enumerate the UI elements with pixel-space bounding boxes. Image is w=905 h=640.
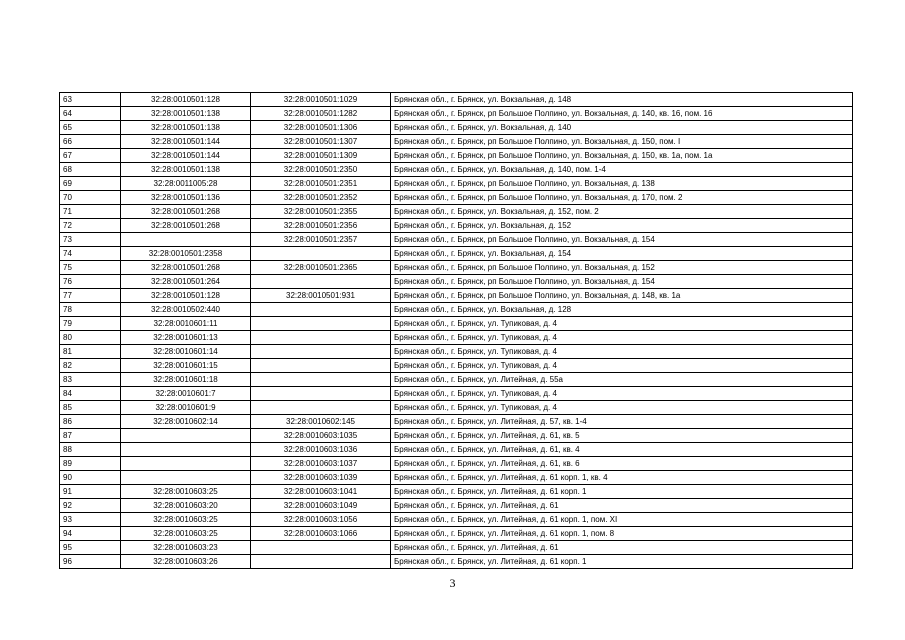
address-cell: Брянская обл., г. Брянск, ул. Вокзальная, д. 148 — [391, 93, 853, 107]
parcel-number-cell: 32:28:0010601:13 — [121, 331, 251, 345]
row-number-cell: 82 — [60, 359, 121, 373]
object-number-cell — [251, 317, 391, 331]
object-number-cell: 32:28:0010501:1029 — [251, 93, 391, 107]
table-row — [60, 191, 853, 205]
row-number-cell: 80 — [60, 331, 121, 345]
object-number-cell — [251, 541, 391, 555]
row-number-cell: 78 — [60, 303, 121, 317]
object-number-cell — [251, 359, 391, 373]
address-cell: Брянская обл., г. Брянск, ул. Тупиковая, д. 4 — [391, 387, 853, 401]
table-row — [60, 513, 853, 527]
row-number-cell: 84 — [60, 387, 121, 401]
object-number-cell — [251, 247, 391, 261]
table-row — [60, 331, 853, 345]
address-cell: Брянская обл., г. Брянск, ул. Литейная, д. 61, кв. 4 — [391, 443, 853, 457]
object-number-cell: 32:28:0010501:2365 — [251, 261, 391, 275]
row-number-cell: 69 — [60, 177, 121, 191]
object-number-cell — [251, 387, 391, 401]
object-number-cell — [251, 401, 391, 415]
address-cell: Брянская обл., г. Брянск, ул. Вокзальная, д. 140 — [391, 121, 853, 135]
object-number-cell — [251, 303, 391, 317]
table-row — [60, 205, 853, 219]
table-row — [60, 247, 853, 261]
parcel-number-cell: 32:28:0010601:7 — [121, 387, 251, 401]
row-number-cell: 87 — [60, 429, 121, 443]
table-row — [60, 149, 853, 163]
address-cell: Брянская обл., г. Брянск, ул. Тупиковая, д. 4 — [391, 401, 853, 415]
row-number-cell: 90 — [60, 471, 121, 485]
address-cell: Брянская обл., г. Брянск, ул. Вокзальная, д. 140, пом. 1-4 — [391, 163, 853, 177]
row-number-cell: 65 — [60, 121, 121, 135]
table-row — [60, 177, 853, 191]
table-row — [60, 541, 853, 555]
address-cell: Брянская обл., г. Брянск, ул. Литейная, д. 61, кв. 6 — [391, 457, 853, 471]
table-row — [60, 289, 853, 303]
address-cell: Брянская обл., г. Брянск, ул. Вокзальная, д. 152, пом. 2 — [391, 205, 853, 219]
table-row — [60, 527, 853, 541]
table-row — [60, 373, 853, 387]
object-number-cell: 32:28:0010501:931 — [251, 289, 391, 303]
parcel-number-cell: 32:28:0010603:23 — [121, 541, 251, 555]
row-number-cell: 85 — [60, 401, 121, 415]
table-row — [60, 401, 853, 415]
object-number-cell: 32:28:0010603:1066 — [251, 527, 391, 541]
object-number-cell: 32:28:0010501:2356 — [251, 219, 391, 233]
object-number-cell: 32:28:0010603:1036 — [251, 443, 391, 457]
parcel-number-cell: 32:28:0010603:20 — [121, 499, 251, 513]
row-number-cell: 89 — [60, 457, 121, 471]
table-row — [60, 233, 853, 247]
property-table-body — [60, 93, 853, 569]
address-cell: Брянская обл., г. Брянск, рп Большое Полпино, ул. Вокзальная, д. 170, пом. 2 — [391, 191, 853, 205]
object-number-cell: 32:28:0010501:1282 — [251, 107, 391, 121]
object-number-cell: 32:28:0010603:1039 — [251, 471, 391, 485]
object-number-cell — [251, 345, 391, 359]
row-number-cell: 64 — [60, 107, 121, 121]
object-number-cell: 32:28:0010501:2357 — [251, 233, 391, 247]
parcel-number-cell — [121, 233, 251, 247]
object-number-cell — [251, 555, 391, 569]
address-cell: Брянская обл., г. Брянск, ул. Литейная, д. 61 корп. 1, пом. 8 — [391, 527, 853, 541]
row-number-cell: 86 — [60, 415, 121, 429]
address-cell: Брянская обл., г. Брянск, ул. Тупиковая, д. 4 — [391, 359, 853, 373]
row-number-cell: 81 — [60, 345, 121, 359]
address-cell: Брянская обл., г. Брянск, рп Большое Полпино, ул. Вокзальная, д. 150, кв. 1а, пом. 1а — [391, 149, 853, 163]
row-number-cell: 70 — [60, 191, 121, 205]
row-number-cell: 72 — [60, 219, 121, 233]
row-number-cell: 79 — [60, 317, 121, 331]
parcel-number-cell — [121, 429, 251, 443]
table-row — [60, 317, 853, 331]
parcel-number-cell: 32:28:0010501:128 — [121, 289, 251, 303]
table-row — [60, 219, 853, 233]
table-row — [60, 485, 853, 499]
object-number-cell — [251, 373, 391, 387]
address-cell: Брянская обл., г. Брянск, рп Большое Полпино, ул. Вокзальная, д. 148, кв. 1а — [391, 289, 853, 303]
table-row — [60, 135, 853, 149]
table-row — [60, 303, 853, 317]
parcel-number-cell: 32:28:0010601:15 — [121, 359, 251, 373]
row-number-cell: 91 — [60, 485, 121, 499]
parcel-number-cell: 32:28:0010501:268 — [121, 205, 251, 219]
parcel-number-cell: 32:28:0010601:14 — [121, 345, 251, 359]
row-number-cell: 68 — [60, 163, 121, 177]
parcel-number-cell: 32:28:0010502:440 — [121, 303, 251, 317]
table-row — [60, 121, 853, 135]
address-cell: Брянская обл., г. Брянск, ул. Вокзальная, д. 152 — [391, 219, 853, 233]
address-cell: Брянская обл., г. Брянск, рп Большое Полпино, ул. Вокзальная, д. 154 — [391, 275, 853, 289]
address-cell: Брянская обл., г. Брянск, ул. Литейная, д. 61 корп. 1 — [391, 485, 853, 499]
row-number-cell: 71 — [60, 205, 121, 219]
parcel-number-cell: 32:28:0010501:138 — [121, 163, 251, 177]
table-row — [60, 429, 853, 443]
object-number-cell: 32:28:0010603:1056 — [251, 513, 391, 527]
address-cell: Брянская обл., г. Брянск, ул. Вокзальная, д. 154 — [391, 247, 853, 261]
table-row — [60, 345, 853, 359]
address-cell: Брянская обл., г. Брянск, ул. Литейная, д. 61 — [391, 541, 853, 555]
row-number-cell: 92 — [60, 499, 121, 513]
parcel-number-cell: 32:28:0010601:9 — [121, 401, 251, 415]
row-number-cell: 73 — [60, 233, 121, 247]
table-row — [60, 471, 853, 485]
row-number-cell: 94 — [60, 527, 121, 541]
object-number-cell: 32:28:0010501:1307 — [251, 135, 391, 149]
address-cell: Брянская обл., г. Брянск, ул. Вокзальная, д. 128 — [391, 303, 853, 317]
row-number-cell: 66 — [60, 135, 121, 149]
parcel-number-cell: 32:28:0010603:25 — [121, 527, 251, 541]
address-cell: Брянская обл., г. Брянск, ул. Тупиковая, д. 4 — [391, 317, 853, 331]
table-row — [60, 163, 853, 177]
address-cell: Брянская обл., г. Брянск, рп Большое Полпино, ул. Вокзальная, д. 138 — [391, 177, 853, 191]
object-number-cell: 32:28:0010603:1041 — [251, 485, 391, 499]
parcel-number-cell: 32:28:0010501:268 — [121, 261, 251, 275]
parcel-number-cell: 32:28:0010501:268 — [121, 219, 251, 233]
row-number-cell: 76 — [60, 275, 121, 289]
row-number-cell: 96 — [60, 555, 121, 569]
table-row — [60, 261, 853, 275]
parcel-number-cell: 32:28:0010501:138 — [121, 107, 251, 121]
parcel-number-cell: 32:28:0010501:144 — [121, 149, 251, 163]
parcel-number-cell — [121, 471, 251, 485]
page-number: 3 — [449, 576, 456, 590]
parcel-number-cell: 32:28:0010501:138 — [121, 121, 251, 135]
parcel-number-cell: 32:28:0010602:14 — [121, 415, 251, 429]
table-row — [60, 275, 853, 289]
parcel-number-cell: 32:28:0010501:128 — [121, 93, 251, 107]
address-cell: Брянская обл., г. Брянск, ул. Тупиковая, д. 4 — [391, 345, 853, 359]
parcel-number-cell: 32:28:0010501:264 — [121, 275, 251, 289]
address-cell: Брянская обл., г. Брянск, рп Большое Полпино, ул. Вокзальная, д. 152 — [391, 261, 853, 275]
address-cell: Брянская обл., г. Брянск, ул. Литейная, д. 61, кв. 5 — [391, 429, 853, 443]
object-number-cell: 32:28:0010501:2355 — [251, 205, 391, 219]
object-number-cell: 32:28:0010603:1035 — [251, 429, 391, 443]
object-number-cell — [251, 331, 391, 345]
table-row — [60, 555, 853, 569]
table-row — [60, 359, 853, 373]
parcel-number-cell: 32:28:0010603:26 — [121, 555, 251, 569]
table-row — [60, 93, 853, 107]
row-number-cell: 67 — [60, 149, 121, 163]
object-number-cell: 32:28:0010501:2350 — [251, 163, 391, 177]
table-row — [60, 387, 853, 401]
parcel-number-cell — [121, 443, 251, 457]
row-number-cell: 75 — [60, 261, 121, 275]
parcel-number-cell: 32:28:0011005:28 — [121, 177, 251, 191]
parcel-number-cell: 32:28:0010501:136 — [121, 191, 251, 205]
row-number-cell: 95 — [60, 541, 121, 555]
address-cell: Брянская обл., г. Брянск, рп Большое Полпино, ул. Вокзальная, д. 140, кв. 16, пом. 16 — [391, 107, 853, 121]
address-cell: Брянская обл., г. Брянск, ул. Тупиковая, д. 4 — [391, 331, 853, 345]
object-number-cell: 32:28:0010603:1037 — [251, 457, 391, 471]
object-number-cell: 32:28:0010501:1306 — [251, 121, 391, 135]
table-row — [60, 107, 853, 121]
parcel-number-cell: 32:28:0010601:18 — [121, 373, 251, 387]
row-number-cell: 77 — [60, 289, 121, 303]
object-number-cell: 32:28:0010603:1049 — [251, 499, 391, 513]
object-number-cell: 32:28:0010501:1309 — [251, 149, 391, 163]
row-number-cell: 88 — [60, 443, 121, 457]
address-cell: Брянская обл., г. Брянск, ул. Литейная, д. 61 — [391, 499, 853, 513]
object-number-cell: 32:28:0010501:2352 — [251, 191, 391, 205]
address-cell: Брянская обл., г. Брянск, ул. Литейная, д. 57, кв. 1-4 — [391, 415, 853, 429]
object-number-cell: 32:28:0010602:145 — [251, 415, 391, 429]
row-number-cell: 74 — [60, 247, 121, 261]
table-row — [60, 499, 853, 513]
parcel-number-cell: 32:28:0010501:144 — [121, 135, 251, 149]
parcel-number-cell: 32:28:0010603:25 — [121, 513, 251, 527]
row-number-cell: 83 — [60, 373, 121, 387]
table-row — [60, 457, 853, 471]
address-cell: Брянская обл., г. Брянск, ул. Литейная, д. 61 корп. 1, пом. XI — [391, 513, 853, 527]
parcel-number-cell: 32:28:0010601:11 — [121, 317, 251, 331]
row-number-cell: 63 — [60, 93, 121, 107]
property-table — [59, 92, 853, 569]
parcel-number-cell: 32:28:0010501:2358 — [121, 247, 251, 261]
object-number-cell: 32:28:0010501:2351 — [251, 177, 391, 191]
address-cell: Брянская обл., г. Брянск, рп Большое Полпино, ул. Вокзальная, д. 150, пом. I — [391, 135, 853, 149]
table-row — [60, 443, 853, 457]
parcel-number-cell — [121, 457, 251, 471]
address-cell: Брянская обл., г. Брянск, ул. Литейная, д. 61 корп. 1 — [391, 555, 853, 569]
address-cell: Брянская обл., г. Брянск, ул. Литейная, д. 55а — [391, 373, 853, 387]
address-cell: Брянская обл., г. Брянск, рп Большое Полпино, ул. Вокзальная, д. 154 — [391, 233, 853, 247]
row-number-cell: 93 — [60, 513, 121, 527]
table-row — [60, 415, 853, 429]
parcel-number-cell: 32:28:0010603:25 — [121, 485, 251, 499]
object-number-cell — [251, 275, 391, 289]
address-cell: Брянская обл., г. Брянск, ул. Литейная, д. 61 корп. 1, кв. 4 — [391, 471, 853, 485]
